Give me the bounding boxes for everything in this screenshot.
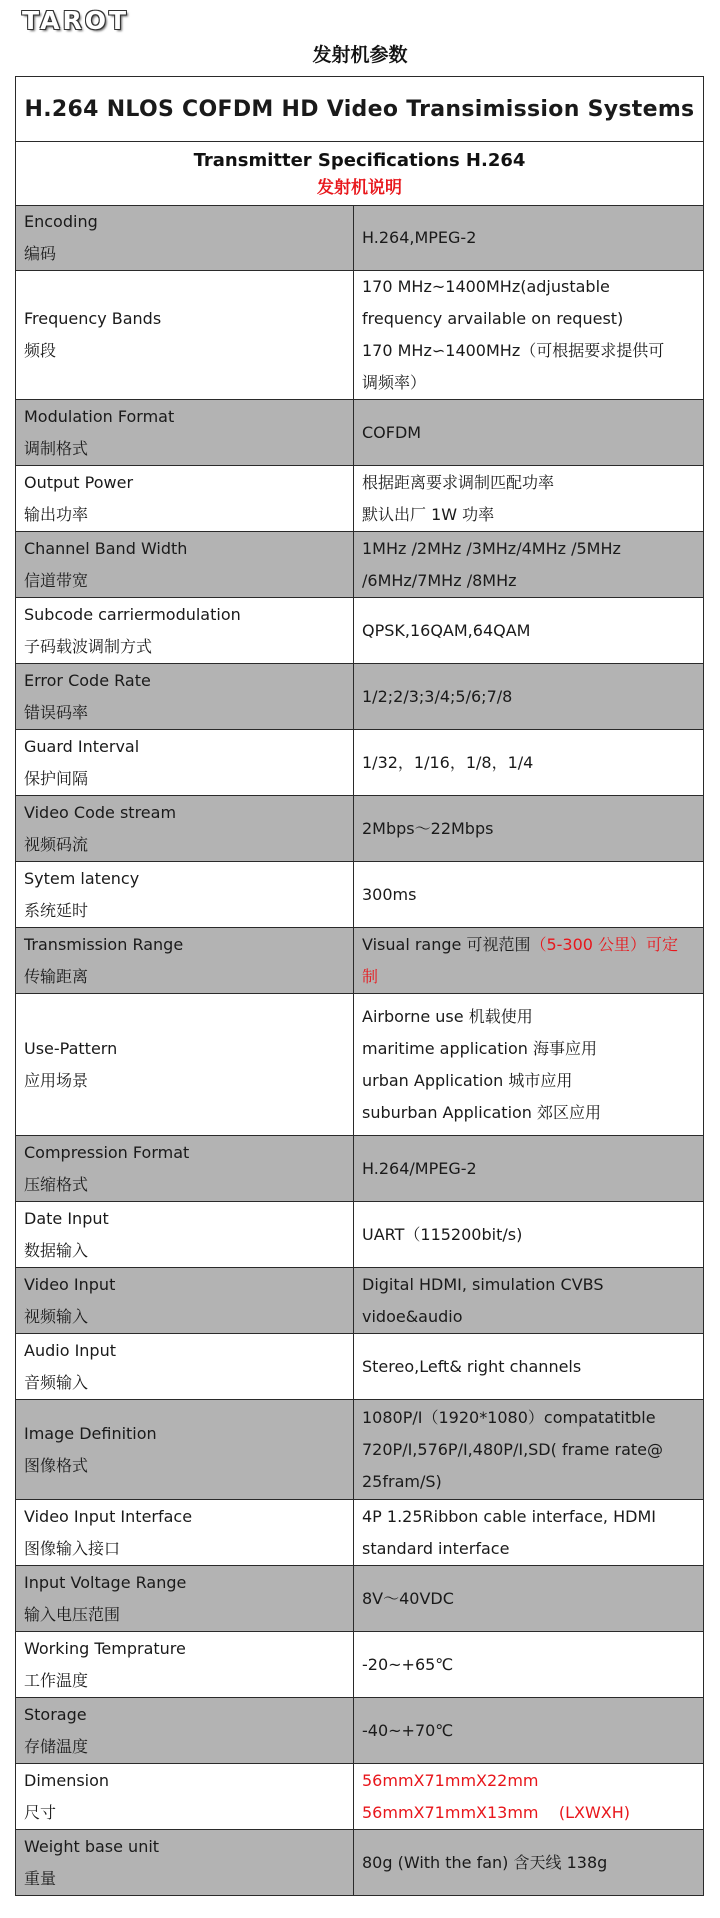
spec-row-weight [16, 1830, 704, 1896]
value-line: suburban Application 郊区应用 [362, 1102, 602, 1122]
value-line: 调频率） [362, 373, 427, 392]
label-cn: 应用场景 [24, 1070, 89, 1090]
spec-row-storage [16, 1698, 704, 1764]
value-line: /6MHz/7MHz /8MHz [362, 570, 517, 590]
label-en: Output Power [24, 472, 134, 492]
spec-row-use-pattern [16, 994, 704, 1136]
label-en: Input Voltage Range [24, 1572, 187, 1592]
spec-row-guard-interval [16, 730, 704, 796]
spec-value [354, 1400, 704, 1500]
spec-value [354, 400, 704, 466]
spec-row-data-input [16, 1202, 704, 1268]
spec-value [354, 1698, 704, 1764]
label-cn: 系统延时 [24, 900, 89, 920]
spec-value [354, 994, 704, 1136]
value-line: vidoe&audio [362, 1306, 463, 1326]
label-en: Weight base unit [24, 1836, 160, 1856]
spec-label [16, 1136, 354, 1202]
spec-label [16, 862, 354, 928]
sub-header-cell [16, 142, 704, 206]
label-en: Working Temprature [24, 1638, 186, 1658]
value-line: H.264,MPEG-2 [362, 228, 477, 247]
label-en: Video Input Interface [24, 1506, 193, 1526]
spec-label [16, 466, 354, 532]
spec-label [16, 1400, 354, 1500]
value-line: urban Application 城市应用 [362, 1070, 573, 1090]
main-header-cell: H.264 NLOS COFDM HD Video Transimission Systems [16, 77, 704, 142]
spec-row-video-input [16, 1268, 704, 1334]
spec-row-compression-format [16, 1136, 704, 1202]
value-highlight: 56mmX71mmX13mm (LXWXH) [362, 1802, 631, 1822]
value-line: QPSK,16QAM,64QAM [362, 620, 531, 640]
label-en: Sytem latency [24, 868, 140, 888]
value-line: 170 MHz∽1400MHz（可根据要求提供可 [362, 341, 665, 360]
spec-value [354, 271, 704, 400]
label-cn: 音频输入 [24, 1372, 89, 1392]
spec-value [354, 1500, 704, 1566]
label-en: Transmission Range [24, 934, 184, 954]
label-en: Frequency Bands [24, 309, 162, 328]
label-cn: 调制格式 [24, 438, 89, 458]
spec-value [354, 1136, 704, 1202]
spec-label [16, 1334, 354, 1400]
label-cn: 输出功率 [24, 504, 89, 524]
spec-label [16, 1566, 354, 1632]
value-line: 1MHz /2MHz /3MHz/4MHz /5MHz [362, 538, 621, 558]
label-cn: 输入电压范围 [24, 1604, 121, 1624]
label-cn: 图像格式 [24, 1455, 89, 1475]
label-en: Use-Pattern [24, 1038, 118, 1058]
spec-label [16, 1830, 354, 1896]
label-cn: 存储温度 [24, 1736, 89, 1756]
value-line: UART（115200bit/s) [362, 1224, 523, 1244]
spec-value [354, 862, 704, 928]
value-line: 根据距离要求调制匹配功率 [362, 472, 555, 492]
value-highlight: 56mmX71mmX22mm [362, 1770, 539, 1790]
label-en: Guard Interval [24, 736, 140, 756]
label-en: Date Input [24, 1208, 109, 1228]
table-main-header [16, 77, 704, 142]
label-cn: 编码 [24, 244, 57, 263]
label-en: Modulation Format [24, 406, 175, 426]
label-cn: 图像输入接口 [24, 1538, 121, 1558]
spec-label [16, 1764, 354, 1830]
spec-row-dimension [16, 1764, 704, 1830]
label-cn: 子码载波调制方式 [24, 636, 153, 656]
value-line: maritime application 海事应用 [362, 1038, 597, 1058]
tarot-logo: TAROT [22, 6, 130, 35]
value-line: 4P 1.25Ribbon cable interface, HDMI [362, 1506, 656, 1526]
value-line: 默认出厂 1W 功率 [362, 504, 495, 524]
spec-value [354, 928, 704, 994]
label-cn: 工作温度 [24, 1670, 89, 1690]
label-en: Dimension [24, 1770, 110, 1790]
spec-value [354, 1268, 704, 1334]
label-en: Encoding [24, 212, 98, 231]
spec-label [16, 664, 354, 730]
value-line: 300ms [362, 884, 417, 904]
label-cn: 压缩格式 [24, 1174, 89, 1194]
label-en: Audio Input [24, 1340, 116, 1360]
label-cn: 信道带宽 [24, 570, 89, 590]
spec-label [16, 1202, 354, 1268]
sub-header-cn: 发射机说明 [317, 177, 402, 198]
value-line: standard interface [362, 1538, 510, 1558]
page-title: 发射机参数 [312, 44, 408, 66]
spec-value [354, 1202, 704, 1268]
spec-table [15, 76, 704, 1896]
spec-value [354, 466, 704, 532]
label-cn: 数据输入 [24, 1240, 89, 1260]
spec-label [16, 598, 354, 664]
label-en: Channel Band Width [24, 538, 188, 558]
spec-label [16, 928, 354, 994]
spec-row-frequency-bands [16, 271, 704, 400]
table-sub-header [16, 142, 704, 206]
spec-label [16, 994, 354, 1136]
value-line: -20~+65℃ [362, 1654, 454, 1674]
label-en: Image Definition [24, 1423, 157, 1443]
label-cn: 重量 [24, 1868, 57, 1888]
value-line: 720P/I,576P/I,480P/I,SD( frame rate@ [362, 1439, 663, 1459]
spec-value [354, 206, 704, 271]
spec-row-input-voltage-range [16, 1566, 704, 1632]
value-line: Digital HDMI, simulation CVBS [362, 1274, 604, 1294]
spec-label [16, 1632, 354, 1698]
spec-label [16, 1500, 354, 1566]
spec-label [16, 1268, 354, 1334]
spec-label [16, 400, 354, 466]
value-line: H.264/MPEG-2 [362, 1158, 477, 1178]
spec-row-system-latency [16, 862, 704, 928]
spec-row-image-definition [16, 1400, 704, 1500]
spec-value [354, 532, 704, 598]
value-text: Visual range 可视范围 [362, 934, 531, 954]
value-line: COFDM [362, 422, 422, 442]
spec-row-output-power [16, 466, 704, 532]
value-highlight: 制 [362, 966, 379, 986]
spec-row-error-code-rate [16, 664, 704, 730]
spec-row-subcode-carrier-modulation [16, 598, 704, 664]
label-en: Subcode carriermodulation [24, 604, 241, 624]
label-en: Video Input [24, 1274, 116, 1294]
value-line: frequency arvailable on request) [362, 309, 624, 328]
label-cn: 错误码率 [24, 702, 89, 722]
label-en: Video Code stream [24, 802, 177, 822]
value-line: 8V～40VDC [362, 1588, 454, 1608]
value-line: 170 MHz~1400MHz(adjustable [362, 277, 610, 296]
value-highlight: （5-300 公里）可定 [530, 934, 679, 954]
spec-row-channel-band-width [16, 532, 704, 598]
spec-row-transmission-range [16, 928, 704, 994]
label-cn: 频段 [24, 341, 57, 360]
spec-row-encoding [16, 206, 704, 271]
spec-value [354, 598, 704, 664]
value-line: 1/32，1/16，1/8，1/4 [362, 752, 534, 772]
value-line: Stereo,Left& right channels [362, 1356, 582, 1376]
spec-value [354, 1830, 704, 1896]
spec-row-video-code-stream [16, 796, 704, 862]
spec-label [16, 1698, 354, 1764]
spec-row-audio-input [16, 1334, 704, 1400]
spec-value [354, 664, 704, 730]
label-en: Compression Format [24, 1142, 190, 1162]
spec-value [354, 1632, 704, 1698]
value-line: 80g (With the fan) 含天线 138g [362, 1852, 608, 1872]
value-line: -40~+70℃ [362, 1720, 454, 1740]
label-cn: 尺寸 [24, 1802, 57, 1822]
spec-label [16, 271, 354, 400]
value-line: Airborne use 机载使用 [362, 1006, 533, 1026]
value-line: 25fram/S) [362, 1471, 442, 1491]
spec-label [16, 206, 354, 271]
value-line: 2Mbps～22Mbps [362, 818, 494, 838]
label-cn: 传输距离 [24, 966, 89, 986]
label-cn: 保护间隔 [24, 768, 89, 788]
spec-value [354, 1566, 704, 1632]
spec-value [354, 1334, 704, 1400]
spec-value [354, 730, 704, 796]
spec-row-modulation-format [16, 400, 704, 466]
sub-header-title: Transmitter Specifications H.264 [193, 149, 526, 171]
label-en: Error Code Rate [24, 670, 151, 690]
spec-value [354, 1764, 704, 1830]
value-line: 1/2;2/3;3/4;5/6;7/8 [362, 686, 513, 706]
label-en: Storage [24, 1704, 87, 1724]
spec-row-video-input-interface [16, 1500, 704, 1566]
spec-label [16, 796, 354, 862]
label-cn: 视频码流 [24, 834, 89, 854]
spec-row-working-temperature [16, 1632, 704, 1698]
spec-label [16, 532, 354, 598]
value-line [362, 929, 697, 961]
spec-value [354, 796, 704, 862]
value-line: 1080P/I（1920*1080）compatatitble [362, 1407, 656, 1427]
label-cn: 视频输入 [24, 1306, 89, 1326]
spec-label [16, 730, 354, 796]
